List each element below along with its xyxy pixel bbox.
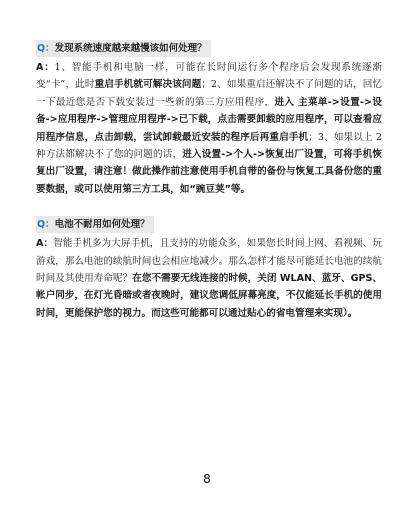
page-number: 8 bbox=[203, 472, 211, 486]
question-label: Q： bbox=[37, 219, 55, 231]
answer-text: ；3、如果以上 2 种方法都解决不了您的问题的话， bbox=[36, 131, 382, 161]
answer-paragraph bbox=[36, 235, 382, 322]
question-label: Q： bbox=[37, 43, 55, 54]
answer-bold-text: 进入设置->个人->恢复出厂设置，可将手机恢复出厂设置，请注意！做此操作前注意使用手机自带的备份与恢复工具备份您的重要数据，或可以使用第三方工具，如“豌豆荚”等。 bbox=[36, 149, 383, 195]
question-heading bbox=[36, 216, 154, 233]
faq-section-1 bbox=[36, 36, 382, 198]
faq-section-2 bbox=[36, 212, 382, 322]
answer-label: A： bbox=[36, 62, 55, 73]
question-text: 发现系统速度越来越慢该如何处理？ bbox=[54, 43, 207, 54]
answer-text: ；2、如果重启还解决不了问题的话，回忆一下最近您是否下载安装过一些新的第三方应用程序， bbox=[36, 79, 383, 108]
answer-text: 1、智能手机和电脑一样，可能在长时间运行多个程序后会发现系统逐渐变“卡”，此时 bbox=[36, 62, 382, 91]
question-heading bbox=[36, 40, 211, 57]
answer-text: 智能手机多为大屏手机，且支持的功能众多，如果您长时间上网、看视频、玩游戏，那么电池的续航时间也会相应地减少。那么怎样才能尽可能延长电池的续航时间及其使用寿命呢？ bbox=[36, 238, 382, 285]
question-text: 电池不耐用如何处理？ bbox=[54, 219, 150, 231]
answer-bold-text: 在您不需要无线连接的时候，关闭 WLAN、蓝牙、GPS、帐户同步，在灯光昏暗或者夜晚时，建议您调低屏幕亮度，不仅能延长手机的使用时间，更能保护您的视力。而这些可能都可以通过贴心的省电管理来实现）。 bbox=[36, 273, 382, 319]
answer-label: A： bbox=[36, 238, 54, 250]
answer-paragraph bbox=[36, 59, 382, 198]
answer-bold-text: 重启手机就可解决该问题 bbox=[94, 79, 202, 91]
answer-bold-text: 进入 主菜单->设置->设备->应用程序->管理应用程序->已下载，点击需要卸载的应用程序，可以查看应用程序信息，点击卸载，尝试卸载最近安装的程序后再重启手机 bbox=[36, 96, 382, 143]
document-page bbox=[36, 36, 382, 322]
